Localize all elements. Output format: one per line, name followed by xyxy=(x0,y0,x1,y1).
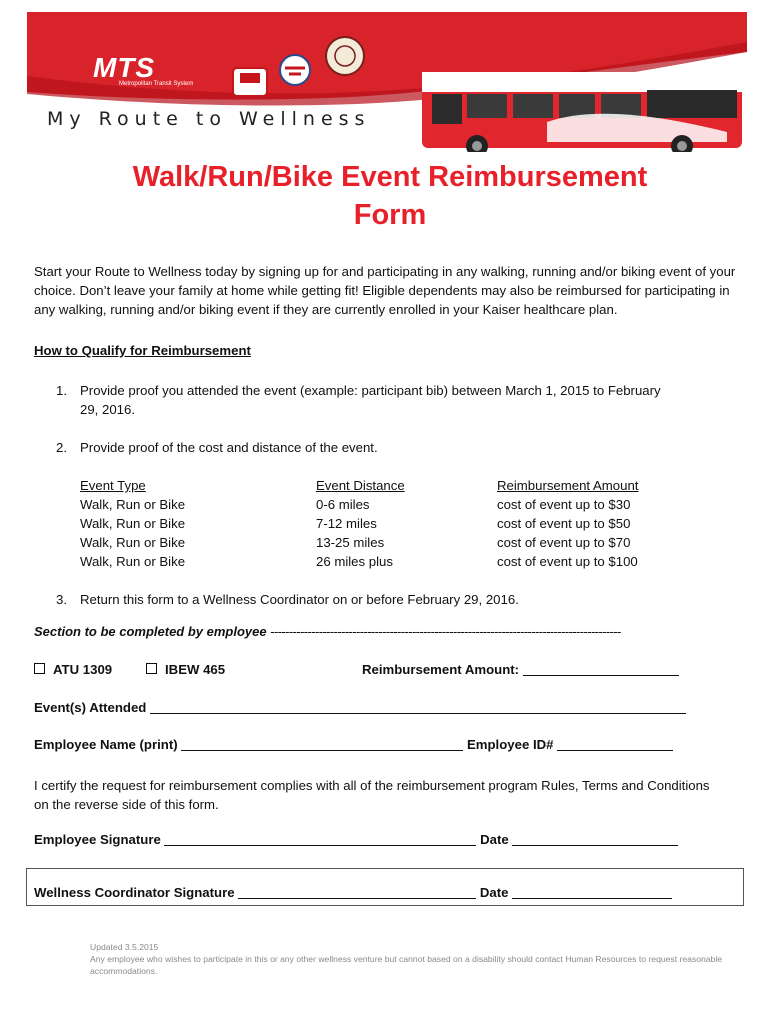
atu-option[interactable] xyxy=(34,662,112,677)
employee-name-field xyxy=(34,737,673,752)
list-item-1-number: 1. xyxy=(56,383,67,398)
ibew-label: IBEW 465 xyxy=(165,662,226,677)
reimbursement-amount-field xyxy=(362,662,679,677)
employee-date-label: Date xyxy=(480,832,509,847)
tagline: My Route to Wellness xyxy=(47,108,371,130)
form-title-line1: Walk/Run/Bike Event Reimbursement xyxy=(132,161,648,193)
bus-image xyxy=(422,72,742,152)
table-cell: 26 miles plus xyxy=(316,554,393,569)
table-header-event-type: Event Type xyxy=(80,478,146,493)
section-divider: ---------------------------------------------------------------------------------------------- xyxy=(270,624,621,639)
table-col-event-distance xyxy=(316,476,405,571)
coordinator-signature-input[interactable] xyxy=(238,886,476,899)
employee-name-label: Employee Name (print) xyxy=(34,737,178,752)
table-col-reimbursement xyxy=(497,476,638,571)
footer-updated: Updated 3.5.2015 xyxy=(90,942,159,952)
form-title-line2: Form xyxy=(353,199,427,231)
intro-paragraph: Start your Route to Wellness today by signing up for and participating in any walking, running and/or biking event of your choice. Don’t leave your family at home while getting fit! Eligible dependents may also be reimbursed for participating in any walking, running and/or biking event if they are currently enrolled in your Kaiser healthcare plan. xyxy=(34,264,736,317)
reimbursement-amount-input[interactable] xyxy=(523,663,679,676)
table-cell: cost of event up to $70 xyxy=(497,535,631,550)
table-header-event-distance: Event Distance xyxy=(316,478,405,493)
table-cell: Walk, Run or Bike xyxy=(80,497,186,512)
footer-note: Any employee who wishes to participate in this or any other wellness venture but cannot based on a disability should contact Human Resources to request reasonable accommodations. xyxy=(90,954,723,976)
employee-signature-input[interactable] xyxy=(164,833,476,846)
table-cell: cost of event up to $100 xyxy=(497,554,638,569)
events-attended-label: Event(s) Attended xyxy=(34,700,147,715)
employee-date-input[interactable] xyxy=(512,833,678,846)
events-attended-field xyxy=(34,700,686,715)
table-cell: 0-6 miles xyxy=(316,497,370,512)
ibew-checkbox[interactable] xyxy=(146,663,157,674)
table-cell: 7-12 miles xyxy=(316,516,377,531)
coordinator-date-input[interactable] xyxy=(512,886,672,899)
reimbursement-amount-label: Reimbursement Amount: xyxy=(362,662,520,677)
list-item-1-text: Provide proof you attended the event (example: participant bib) between March 1, 2015 to February 29, 2016. xyxy=(80,383,661,417)
table-cell: cost of event up to $30 xyxy=(497,497,631,512)
ibew-seal-icon xyxy=(326,37,364,75)
list-item-3-number: 3. xyxy=(56,592,67,607)
table-header-reimbursement: Reimbursement Amount xyxy=(497,478,639,493)
mts-logo: MTS xyxy=(93,52,156,83)
coordinator-signature-label: Wellness Coordinator Signature xyxy=(34,885,235,900)
list-item-3-text: Return this form to a Wellness Coordinator on or before February 29, 2016. xyxy=(80,592,519,607)
table-col-event-type xyxy=(80,476,185,571)
table-cell: 13-25 miles xyxy=(316,535,385,550)
certification-text: I certify the request for reimbursement complies with all of the reimbursement program Rules, Terms and Conditions on the reverse side of this form. xyxy=(34,778,710,812)
form-title xyxy=(60,158,720,234)
atu-seal-icon xyxy=(280,55,310,85)
qualify-heading: How to Qualify for Reimbursement xyxy=(34,343,251,358)
header-banner xyxy=(27,12,747,152)
employee-section-heading xyxy=(34,624,621,639)
coordinator-signature-field xyxy=(34,885,672,900)
atu-checkbox[interactable] xyxy=(34,663,45,674)
atu-label: ATU 1309 xyxy=(53,662,113,677)
table-cell: Walk, Run or Bike xyxy=(80,535,186,550)
employee-id-label: Employee ID# xyxy=(466,737,554,752)
employee-signature-label: Employee Signature xyxy=(34,832,161,847)
table-cell: Walk, Run or Bike xyxy=(80,516,186,531)
ibew-option[interactable] xyxy=(146,662,225,677)
table-cell: cost of event up to $50 xyxy=(497,516,631,531)
employee-name-input[interactable] xyxy=(181,738,463,751)
employee-section-title: Section to be completed by employee xyxy=(34,624,267,639)
events-attended-input[interactable] xyxy=(150,701,686,714)
list-item-2-text: Provide proof of the cost and distance of the event. xyxy=(80,440,378,455)
employee-signature-field xyxy=(34,832,678,847)
list-item-2-number: 2. xyxy=(56,440,67,455)
mts-logo-subtext: Metropolitan Transit System xyxy=(119,81,194,87)
employee-id-input[interactable] xyxy=(557,738,673,751)
table-cell: Walk, Run or Bike xyxy=(80,554,186,569)
bus-icon-window xyxy=(240,73,260,83)
coordinator-date-label: Date xyxy=(479,885,509,900)
